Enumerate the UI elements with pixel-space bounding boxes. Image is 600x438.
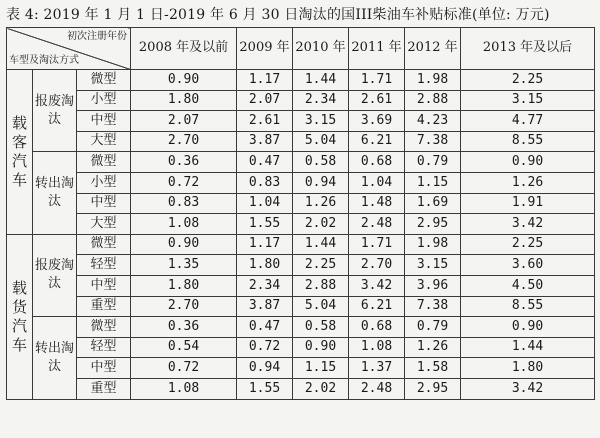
subsidy-value-cell: 3.42 bbox=[349, 275, 405, 296]
vehicle-size-cell: 大型 bbox=[77, 214, 131, 235]
vehicle-size-cell: 轻型 bbox=[77, 337, 131, 358]
subsidy-value-cell: 3.87 bbox=[237, 296, 293, 317]
subsidy-value-cell: 0.68 bbox=[349, 152, 405, 173]
vehicle-size-cell: 中型 bbox=[77, 275, 131, 296]
subsidy-value-cell: 0.90 bbox=[293, 337, 349, 358]
subsidy-value-cell: 1.80 bbox=[131, 275, 237, 296]
subsidy-value-cell: 2.25 bbox=[461, 70, 595, 91]
subsidy-value-cell: 1.44 bbox=[461, 337, 595, 358]
disposal-mode-label: 报废淘汰 bbox=[35, 258, 75, 292]
subsidy-value-cell: 1.26 bbox=[405, 337, 461, 358]
subsidy-value-cell: 0.94 bbox=[237, 358, 293, 379]
subsidy-value-cell: 0.72 bbox=[131, 358, 237, 379]
subsidy-value-cell: 1.80 bbox=[131, 90, 237, 111]
vehicle-size-cell: 重型 bbox=[77, 378, 131, 399]
subsidy-value-cell: 3.15 bbox=[293, 111, 349, 132]
subsidy-value-cell: 0.90 bbox=[131, 234, 237, 255]
subsidy-value-cell: 2.61 bbox=[349, 90, 405, 111]
vehicle-category-cell bbox=[7, 234, 33, 399]
vehicle-size-cell: 重型 bbox=[77, 296, 131, 317]
subsidy-value-cell: 0.36 bbox=[131, 152, 237, 173]
subsidy-value-cell: 0.54 bbox=[131, 337, 237, 358]
subsidy-value-cell: 8.55 bbox=[461, 131, 595, 152]
table-row bbox=[7, 296, 595, 317]
disposal-mode-cell bbox=[33, 234, 77, 316]
subsidy-value-cell: 1.91 bbox=[461, 193, 595, 214]
subsidy-value-cell: 1.04 bbox=[349, 172, 405, 193]
subsidy-value-cell: 3.42 bbox=[461, 214, 595, 235]
vehicle-size-cell: 轻型 bbox=[77, 255, 131, 276]
subsidy-value-cell: 0.72 bbox=[237, 337, 293, 358]
disposal-mode-label: 转出淘汰 bbox=[35, 340, 75, 374]
table-row bbox=[7, 193, 595, 214]
disposal-mode-cell bbox=[33, 317, 77, 399]
subsidy-table bbox=[6, 27, 595, 400]
subsidy-value-cell: 3.60 bbox=[461, 255, 595, 276]
subsidy-value-cell: 2.95 bbox=[405, 378, 461, 399]
subsidy-value-cell: 1.17 bbox=[237, 70, 293, 91]
subsidy-value-cell: 1.98 bbox=[405, 234, 461, 255]
vehicle-size-cell: 中型 bbox=[77, 111, 131, 132]
year-header-2011: 2011 年 bbox=[349, 28, 405, 70]
subsidy-value-cell: 2.25 bbox=[461, 234, 595, 255]
subsidy-value-cell: 3.69 bbox=[349, 111, 405, 132]
table-row bbox=[7, 152, 595, 173]
year-header-2009: 2009 年 bbox=[237, 28, 293, 70]
disposal-mode-label: 转出淘汰 bbox=[35, 176, 75, 210]
subsidy-value-cell: 1.80 bbox=[237, 255, 293, 276]
vehicle-size-cell: 中型 bbox=[77, 358, 131, 379]
subsidy-value-cell: 3.15 bbox=[461, 90, 595, 111]
table-row bbox=[7, 172, 595, 193]
subsidy-value-cell: 2.02 bbox=[293, 214, 349, 235]
registration-year-header: 初次注册年份 bbox=[67, 31, 128, 42]
subsidy-value-cell: 0.47 bbox=[237, 152, 293, 173]
table-row bbox=[7, 70, 595, 91]
subsidy-value-cell: 4.77 bbox=[461, 111, 595, 132]
subsidy-value-cell: 4.23 bbox=[405, 111, 461, 132]
subsidy-value-cell: 5.04 bbox=[293, 131, 349, 152]
subsidy-value-cell: 2.88 bbox=[293, 275, 349, 296]
subsidy-value-cell: 1.55 bbox=[237, 378, 293, 399]
disposal-mode-cell bbox=[33, 152, 77, 234]
subsidy-value-cell: 0.58 bbox=[293, 317, 349, 338]
subsidy-value-cell: 3.15 bbox=[405, 255, 461, 276]
subsidy-value-cell: 0.94 bbox=[293, 172, 349, 193]
subsidy-value-cell: 0.72 bbox=[131, 172, 237, 193]
subsidy-value-cell: 1.17 bbox=[237, 234, 293, 255]
vehicle-size-cell: 大型 bbox=[77, 131, 131, 152]
subsidy-value-cell: 1.55 bbox=[237, 214, 293, 235]
subsidy-value-cell: 2.34 bbox=[237, 275, 293, 296]
vehicle-category-label: 载客汽车 bbox=[11, 113, 27, 189]
subsidy-value-cell: 1.35 bbox=[131, 255, 237, 276]
table-row bbox=[7, 234, 595, 255]
vehicle-size-cell: 小型 bbox=[77, 90, 131, 111]
table-row bbox=[7, 131, 595, 152]
subsidy-value-cell: 1.71 bbox=[349, 70, 405, 91]
year-header-2010: 2010 年 bbox=[293, 28, 349, 70]
subsidy-value-cell: 2.70 bbox=[131, 296, 237, 317]
year-header-2012: 2012 年 bbox=[405, 28, 461, 70]
table-row bbox=[7, 358, 595, 379]
subsidy-value-cell: 8.55 bbox=[461, 296, 595, 317]
table-row bbox=[7, 111, 595, 132]
subsidy-value-cell: 0.83 bbox=[131, 193, 237, 214]
subsidy-value-cell: 1.04 bbox=[237, 193, 293, 214]
subsidy-value-cell: 0.79 bbox=[405, 152, 461, 173]
subsidy-value-cell: 3.96 bbox=[405, 275, 461, 296]
subsidy-value-cell: 3.87 bbox=[237, 131, 293, 152]
vehicle-size-cell: 微型 bbox=[77, 70, 131, 91]
table-row bbox=[7, 378, 595, 399]
subsidy-value-cell: 2.07 bbox=[237, 90, 293, 111]
subsidy-value-cell: 2.70 bbox=[131, 131, 237, 152]
subsidy-value-cell: 0.47 bbox=[237, 317, 293, 338]
subsidy-value-cell: 2.95 bbox=[405, 214, 461, 235]
subsidy-value-cell: 1.44 bbox=[293, 70, 349, 91]
subsidy-value-cell: 1.26 bbox=[461, 172, 595, 193]
subsidy-value-cell: 2.07 bbox=[131, 111, 237, 132]
subsidy-value-cell: 4.50 bbox=[461, 275, 595, 296]
subsidy-value-cell: 2.02 bbox=[293, 378, 349, 399]
vehicle-category-label: 载货汽车 bbox=[11, 278, 27, 354]
vehicle-size-cell: 小型 bbox=[77, 172, 131, 193]
table-row bbox=[7, 255, 595, 276]
subsidy-value-cell: 3.42 bbox=[461, 378, 595, 399]
subsidy-value-cell: 1.26 bbox=[293, 193, 349, 214]
subsidy-value-cell: 0.79 bbox=[405, 317, 461, 338]
subsidy-value-cell: 0.36 bbox=[131, 317, 237, 338]
subsidy-value-cell: 7.38 bbox=[405, 131, 461, 152]
subsidy-value-cell: 2.48 bbox=[349, 214, 405, 235]
vehicle-size-cell: 微型 bbox=[77, 152, 131, 173]
vehicle-size-cell: 微型 bbox=[77, 234, 131, 255]
subsidy-value-cell: 0.90 bbox=[461, 317, 595, 338]
disposal-mode-label: 报废淘汰 bbox=[35, 93, 75, 127]
subsidy-value-cell: 6.21 bbox=[349, 296, 405, 317]
subsidy-value-cell: 1.15 bbox=[405, 172, 461, 193]
subsidy-value-cell: 1.08 bbox=[349, 337, 405, 358]
table-title: 表 4: 2019 年 1 月 1 日-2019 年 6 月 30 日淘汰的国III柴油车补贴标准(单位: 万元) bbox=[6, 7, 550, 23]
disposal-mode-cell bbox=[33, 70, 77, 152]
subsidy-value-cell: 1.08 bbox=[131, 214, 237, 235]
vehicle-type-header: 车型及淘汰方式 bbox=[9, 55, 79, 66]
subsidy-value-cell: 2.70 bbox=[349, 255, 405, 276]
subsidy-value-cell: 1.44 bbox=[293, 234, 349, 255]
table-row bbox=[7, 317, 595, 338]
subsidy-value-cell: 2.61 bbox=[237, 111, 293, 132]
table-row bbox=[7, 275, 595, 296]
subsidy-value-cell: 1.98 bbox=[405, 70, 461, 91]
subsidy-value-cell: 2.34 bbox=[293, 90, 349, 111]
subsidy-value-cell: 1.15 bbox=[293, 358, 349, 379]
subsidy-value-cell: 1.71 bbox=[349, 234, 405, 255]
year-header-2013: 2013 年及以后 bbox=[461, 28, 595, 70]
subsidy-value-cell: 2.88 bbox=[405, 90, 461, 111]
subsidy-value-cell: 1.58 bbox=[405, 358, 461, 379]
subsidy-value-cell: 6.21 bbox=[349, 131, 405, 152]
table-row bbox=[7, 90, 595, 111]
subsidy-value-cell: 1.48 bbox=[349, 193, 405, 214]
subsidy-value-cell: 1.80 bbox=[461, 358, 595, 379]
year-header-2008: 2008 年及以前 bbox=[131, 28, 237, 70]
subsidy-value-cell: 0.90 bbox=[131, 70, 237, 91]
subsidy-value-cell: 2.48 bbox=[349, 378, 405, 399]
subsidy-value-cell: 0.58 bbox=[293, 152, 349, 173]
diagonal-header-cell bbox=[7, 28, 131, 70]
subsidy-value-cell: 0.90 bbox=[461, 152, 595, 173]
subsidy-value-cell: 1.69 bbox=[405, 193, 461, 214]
subsidy-value-cell: 1.08 bbox=[131, 378, 237, 399]
table-row bbox=[7, 214, 595, 235]
subsidy-value-cell: 0.83 bbox=[237, 172, 293, 193]
subsidy-value-cell: 0.68 bbox=[349, 317, 405, 338]
subsidy-value-cell: 1.37 bbox=[349, 358, 405, 379]
vehicle-size-cell: 微型 bbox=[77, 317, 131, 338]
vehicle-category-cell bbox=[7, 70, 33, 235]
header-row bbox=[7, 28, 595, 70]
vehicle-size-cell: 中型 bbox=[77, 193, 131, 214]
subsidy-value-cell: 7.38 bbox=[405, 296, 461, 317]
subsidy-value-cell: 5.04 bbox=[293, 296, 349, 317]
subsidy-value-cell: 2.25 bbox=[293, 255, 349, 276]
table-row bbox=[7, 337, 595, 358]
